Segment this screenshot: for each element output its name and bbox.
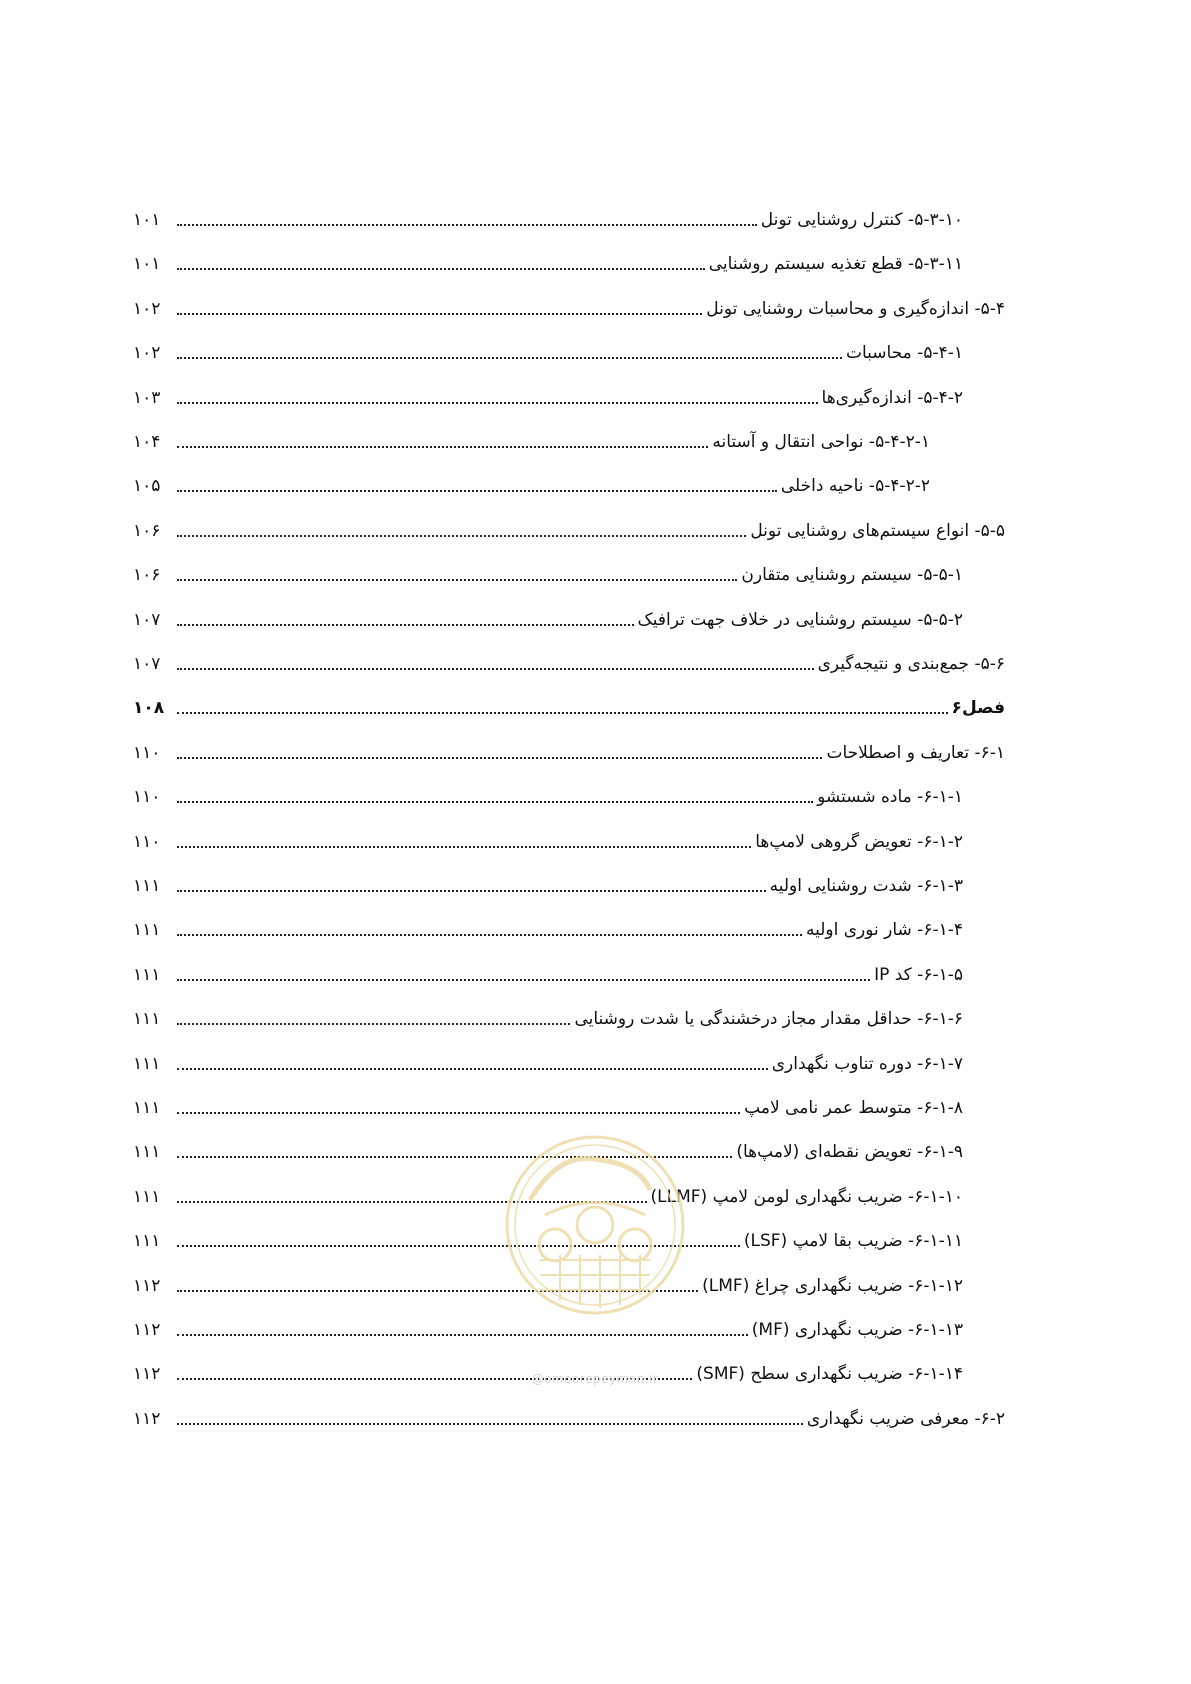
toc-entry[interactable]: [133, 953, 963, 987]
toc-entry-title: ۵-۵- انواع سیستم‌های روشنایی تونل: [750, 521, 1005, 541]
toc-entry-page-number: ۱۰۳: [133, 388, 161, 408]
toc-entry-page-number: ۱۰۵: [133, 476, 161, 496]
toc-entry[interactable]: [133, 464, 930, 498]
dot-leader: [177, 1290, 698, 1292]
toc-entry-title: ۶-۱-۹- تعویض نقطه‌ای (لامپ‌ها): [736, 1142, 963, 1162]
toc-entry-page-number: ۱۰۷: [133, 654, 161, 674]
toc-entry[interactable]: [133, 1397, 1005, 1431]
toc-entry[interactable]: [133, 1219, 963, 1253]
dot-leader: [177, 1201, 647, 1203]
toc-entry[interactable]: [133, 509, 1005, 543]
toc-entry-title: ۵-۴-۲-۲- ناحیه داخلی: [780, 476, 930, 496]
toc-entry-title: ۵-۵-۱- سیستم روشنایی متقارن: [741, 565, 963, 585]
toc-entry[interactable]: [133, 1042, 963, 1076]
dot-leader: [177, 1334, 748, 1336]
toc-entry-page-number: ۱۱۲: [133, 1409, 161, 1429]
toc-entry-page-number: ۱۱۲: [133, 1364, 161, 1384]
toc-entry-page-number: ۱۱۱: [133, 1098, 161, 1118]
dot-leader: [177, 712, 948, 714]
dot-leader: [177, 446, 708, 448]
dot-leader: [177, 268, 705, 270]
toc-entry-title: ۵-۳-۱۰- کنترل روشنایی تونل: [760, 210, 963, 230]
toc-entry-page-number: ۱۰۱: [133, 210, 161, 230]
toc-entry-page-number: ۱۰۸: [133, 698, 165, 718]
toc-entry[interactable]: [133, 686, 1005, 720]
toc-entry[interactable]: [133, 731, 1005, 765]
toc-entry-title: ۶-۱-۱۱- ضریب بقا لامپ (LSF): [743, 1231, 963, 1251]
toc-entry[interactable]: [133, 331, 963, 365]
dot-leader: [177, 934, 802, 936]
toc-entry[interactable]: [133, 775, 963, 809]
toc-entry[interactable]: [133, 553, 963, 587]
toc-entry-title: ۶-۱- تعاریف و اصطلاحات: [826, 743, 1005, 763]
toc-entry-page-number: ۱۱۱: [133, 1142, 161, 1162]
toc-entry-page-number: ۱۱۰: [133, 832, 161, 852]
toc-entry-page-number: ۱۰۲: [133, 299, 161, 319]
toc-entry[interactable]: [133, 287, 1005, 321]
toc-entry-page-number: ۱۰۷: [133, 610, 161, 630]
toc-entry-title: ۵-۴-۲-۱- نواحی انتقال و آستانه: [712, 432, 930, 452]
dot-leader: [177, 490, 777, 492]
toc-entry-page-number: ۱۰۲: [133, 343, 161, 363]
toc-entry-page-number: ۱۱۱: [133, 1054, 161, 1074]
toc-entry-title: ۶-۱-۱۰- ضریب نگهداری لومن لامپ (LLMF): [650, 1187, 963, 1207]
toc-entry[interactable]: [133, 997, 963, 1031]
dot-leader: [177, 1112, 740, 1114]
toc-entry-page-number: ۱۰۶: [133, 521, 161, 541]
toc-entry-title: ۵-۴-۱- محاسبات: [845, 343, 963, 363]
toc-entry-title: ۵-۶- جمع‌بندی و نتیجه‌گیری: [817, 654, 1005, 674]
dot-leader: [177, 1156, 732, 1158]
toc-entry-title: ۵-۳-۱۱- قطع تغذیه سیستم روشنایی: [708, 254, 963, 274]
toc-entry-title: ۶-۱-۸- متوسط عمر نامی لامپ: [744, 1098, 963, 1118]
watermark-url: @omoorepeyman.ir: [531, 1372, 659, 1386]
dot-leader: [177, 801, 813, 803]
toc-entry[interactable]: [133, 598, 963, 632]
dot-leader: [177, 668, 814, 670]
toc-entry-page-number: ۱۰۴: [133, 432, 161, 452]
toc-entry-page-number: ۱۰۱: [133, 254, 161, 274]
dot-leader: [177, 313, 702, 315]
toc-entry-title: ۵-۴- اندازه‌گیری و محاسبات روشنایی تونل: [706, 299, 1005, 319]
toc-entry[interactable]: [133, 1130, 963, 1164]
dot-leader: [177, 979, 870, 981]
toc-entry[interactable]: [133, 1264, 963, 1298]
toc-entry-title: ۶-۱-۷- دوره تناوب نگهداری: [771, 1054, 963, 1074]
toc-entry[interactable]: [133, 1086, 963, 1120]
toc-entry-title: ۵-۵-۲- سیستم روشنایی در خلاف جهت ترافیک: [637, 610, 963, 630]
toc-entry-page-number: ۱۰۶: [133, 565, 161, 585]
toc-entry-page-number: ۱۱۲: [133, 1320, 161, 1340]
toc-entry-title: ۵-۴-۲- اندازه‌گیری‌ها: [821, 388, 963, 408]
dot-leader: [177, 1068, 768, 1070]
toc-entry[interactable]: [133, 242, 963, 276]
toc-entry-title: ۶-۱-۵- کد IP: [874, 965, 963, 985]
toc-entry-page-number: ۱۱۱: [133, 965, 161, 985]
toc-entry[interactable]: [133, 908, 963, 942]
toc-entry-page-number: ۱۱۱: [133, 1231, 161, 1251]
toc-entry[interactable]: [133, 198, 963, 232]
dot-leader: [177, 357, 842, 359]
dot-leader: [177, 224, 757, 226]
toc-entry-title: ۶-۱-۱۳- ضریب نگهداری (MF): [751, 1320, 963, 1340]
toc-entry-page-number: ۱۱۱: [133, 876, 161, 896]
dot-leader: [177, 1023, 570, 1025]
toc-entry-page-number: ۱۱۱: [133, 920, 161, 940]
toc-entry-title: ۶-۱-۶- حداقل مقدار مجاز درخشندگی یا شدت روشنایی: [574, 1009, 963, 1029]
toc-entry-title: ۶-۱-۲- تعویض گروهی لامپ‌ها: [755, 832, 963, 852]
dot-leader: [177, 535, 746, 537]
toc-entry-title: ۶-۱-۱۲- ضریب نگهداری چراغ (LMF): [702, 1276, 963, 1296]
toc-entry[interactable]: [133, 1308, 963, 1342]
toc-entry-page-number: ۱۱۰: [133, 743, 161, 763]
toc-entry-title: ۶-۲- معرفی ضریب نگهداری: [806, 1409, 1005, 1429]
toc-entry-title: ۶-۱-۴- شار نوری اولیه: [805, 920, 963, 940]
dot-leader: [177, 846, 751, 848]
toc-entry-title: ۶-۱-۳- شدت روشنایی اولیه: [769, 876, 963, 896]
toc-entry[interactable]: [133, 1175, 963, 1209]
dot-leader: [177, 1423, 803, 1425]
toc-entry[interactable]: [133, 376, 963, 410]
dot-leader: [177, 579, 737, 581]
toc-entry-title: ۶-۱-۱- ماده شستشو: [817, 787, 963, 807]
toc-entry-page-number: ۱۱۱: [133, 1009, 161, 1029]
dot-leader: [177, 1245, 740, 1247]
dot-leader: [177, 890, 766, 892]
toc-entry[interactable]: [133, 864, 963, 898]
toc-entry-page-number: ۱۱۰: [133, 787, 161, 807]
toc-entry-title: ۶-۱-۱۴- ضریب نگهداری سطح (SMF): [696, 1364, 963, 1384]
dot-leader: [177, 624, 634, 626]
toc-entry[interactable]: [133, 420, 930, 454]
toc-entry-page-number: ۱۱۱: [133, 1187, 161, 1207]
dot-leader: [177, 757, 822, 759]
dot-leader: [177, 402, 818, 404]
toc-entry-title: فصل۶: [951, 698, 1005, 718]
toc-entry[interactable]: [133, 820, 963, 854]
toc-entry[interactable]: [133, 642, 1005, 676]
toc-entry-page-number: ۱۱۲: [133, 1276, 161, 1296]
